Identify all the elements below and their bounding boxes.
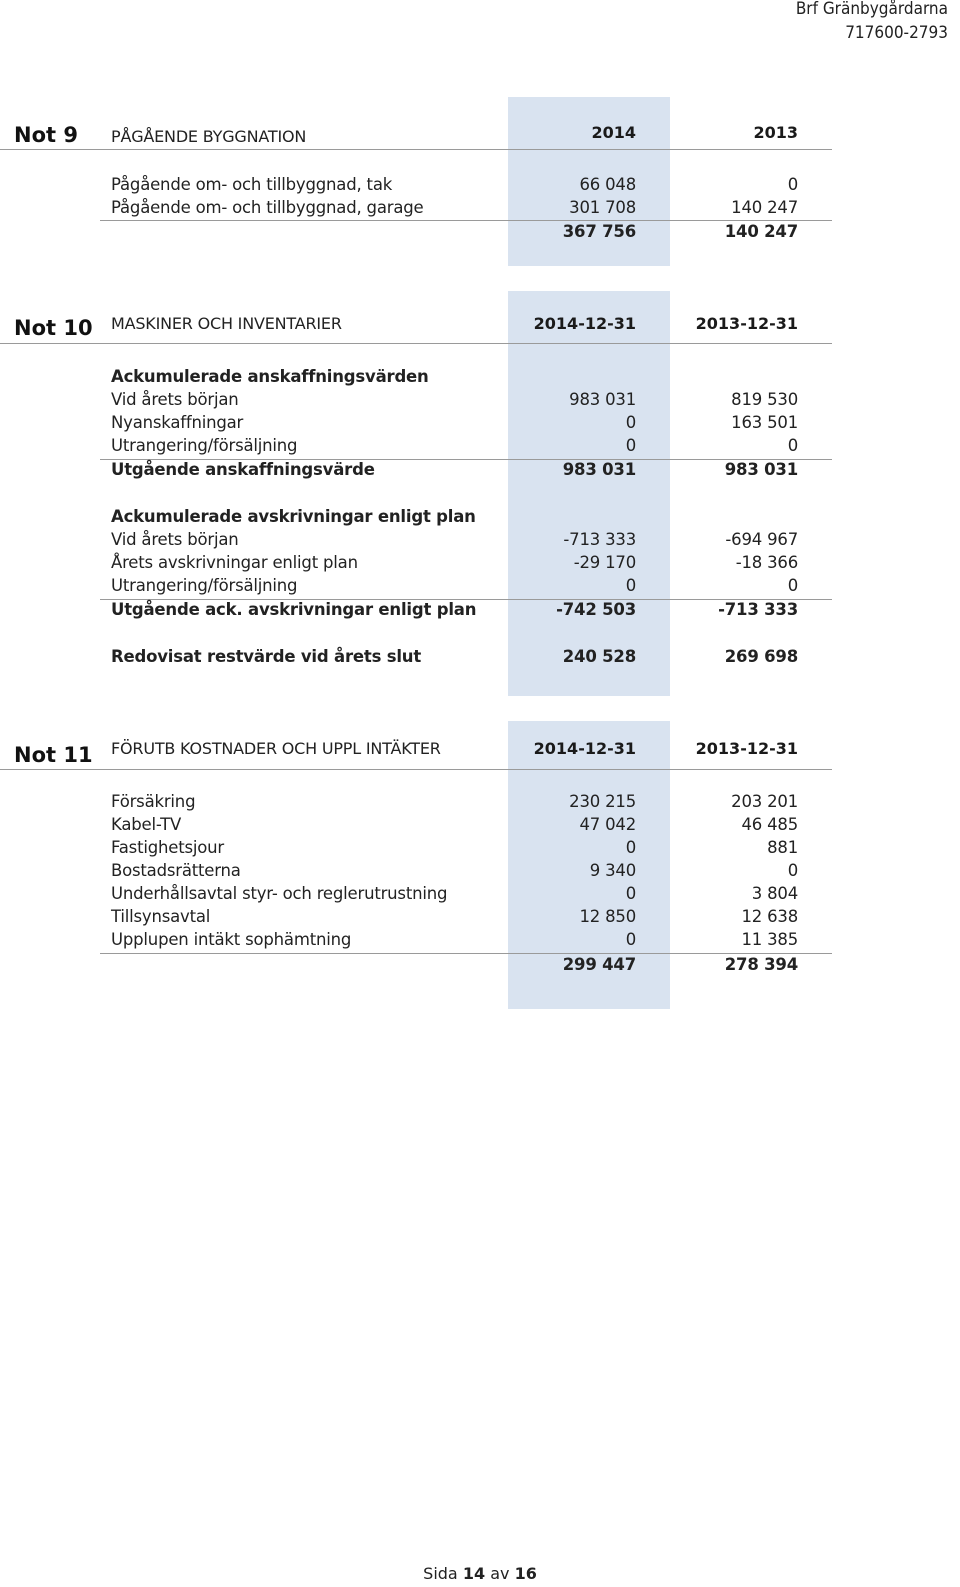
row-value: 819 530	[731, 390, 798, 409]
note-label: Not 11	[14, 743, 93, 767]
org-header	[796, 0, 948, 45]
total-value: 269 698	[724, 647, 798, 666]
row-value: 3 804	[751, 884, 798, 903]
total-value: 299 447	[562, 955, 636, 974]
row-label: Pågående om- och tillbyggnad, garage	[111, 198, 424, 217]
row-label: Bostadsrätterna	[111, 861, 241, 880]
row-label: Försäkring	[111, 792, 196, 811]
row-value: 11 385	[741, 930, 798, 949]
row-label: Fastighetsjour	[111, 838, 225, 857]
note-label: Not 10	[14, 316, 93, 340]
row-value: -29 170	[573, 553, 636, 572]
org-number: 717600-2793	[845, 23, 948, 43]
row-value: 203 201	[731, 792, 798, 811]
row-label: Utrangering/försäljning	[111, 436, 298, 455]
row-value: 0	[625, 838, 636, 857]
row-value: 12 638	[741, 907, 798, 926]
row-value: 230 215	[569, 792, 636, 811]
total-value: 367 756	[562, 222, 636, 241]
total-label: Redovisat restvärde vid årets slut	[111, 647, 422, 666]
row-value: 163 501	[731, 413, 798, 432]
shaded-column-not10	[508, 291, 670, 696]
column-header: 2013	[753, 123, 798, 142]
row-label: Pågående om- och tillbyggnad, tak	[111, 175, 393, 194]
column-header: 2013-12-31	[695, 739, 798, 758]
divider	[0, 149, 832, 150]
subtotal-value: -742 503	[556, 600, 636, 619]
row-value: 0	[625, 436, 636, 455]
page-number: 14	[462, 1564, 486, 1583]
column-header: 2014-12-31	[533, 314, 636, 333]
page-footer	[0, 1564, 960, 1583]
divider	[100, 953, 832, 954]
section-heading: Ackumulerade avskrivningar enligt plan	[111, 507, 476, 526]
row-value: 47 042	[579, 815, 636, 834]
row-value: 9 340	[589, 861, 636, 880]
row-value: -694 967	[725, 530, 798, 549]
divider	[0, 343, 832, 344]
subtotal-label: Utgående ack. avskrivningar enligt plan	[111, 600, 477, 619]
row-value: -713 333	[563, 530, 636, 549]
row-value: 0	[625, 884, 636, 903]
total-value: 240 528	[562, 647, 636, 666]
note-title: FÖRUTB KOSTNADER OCH UPPL INTÄKTER	[111, 739, 441, 758]
row-label: Årets avskrivningar enligt plan	[111, 553, 358, 572]
row-value: 0	[787, 175, 798, 194]
column-header: 2013-12-31	[695, 314, 798, 333]
row-value: 881	[767, 838, 798, 857]
row-label: Underhållsavtal styr- och reglerutrustning	[111, 884, 448, 903]
note-label: Not 9	[14, 123, 78, 147]
row-label: Nyanskaffningar	[111, 413, 244, 432]
row-value: 0	[625, 576, 636, 595]
row-value: 0	[787, 861, 798, 880]
row-label: Vid årets början	[111, 530, 239, 549]
row-value: 0	[787, 576, 798, 595]
note-title: MASKINER OCH INVENTARIER	[111, 314, 342, 333]
row-label: Kabel-TV	[111, 815, 182, 834]
subtotal-value: 983 031	[724, 460, 798, 479]
column-header: 2014	[591, 123, 636, 142]
row-label: Vid årets början	[111, 390, 239, 409]
row-label: Utrangering/försäljning	[111, 576, 298, 595]
org-name: Brf Gränbygårdarna	[795, 0, 948, 19]
section-heading: Ackumulerade anskaffningsvärden	[111, 367, 429, 386]
row-value: 0	[625, 413, 636, 432]
row-value: 140 247	[731, 198, 798, 217]
row-label: Tillsynsavtal	[111, 907, 211, 926]
total-value: 140 247	[724, 222, 798, 241]
total-value: 278 394	[724, 955, 798, 974]
subtotal-value: -713 333	[718, 600, 798, 619]
row-label: Upplupen intäkt sophämtning	[111, 930, 352, 949]
row-value: -18 366	[735, 553, 798, 572]
page-total: 16	[514, 1564, 537, 1583]
footer-prefix: Sida	[423, 1564, 458, 1583]
footer-mid: av	[490, 1564, 510, 1583]
row-value: 301 708	[569, 198, 636, 217]
row-value: 0	[625, 930, 636, 949]
row-value: 0	[787, 436, 798, 455]
divider	[0, 769, 832, 770]
subtotal-label: Utgående anskaffningsvärde	[111, 460, 375, 479]
divider	[100, 220, 832, 221]
subtotal-value: 983 031	[562, 460, 636, 479]
column-header: 2014-12-31	[533, 739, 636, 758]
row-value: 983 031	[569, 390, 636, 409]
note-title: PÅGÅENDE BYGGNATION	[111, 127, 307, 146]
row-value: 66 048	[579, 175, 636, 194]
row-value: 46 485	[741, 815, 798, 834]
row-value: 12 850	[579, 907, 636, 926]
